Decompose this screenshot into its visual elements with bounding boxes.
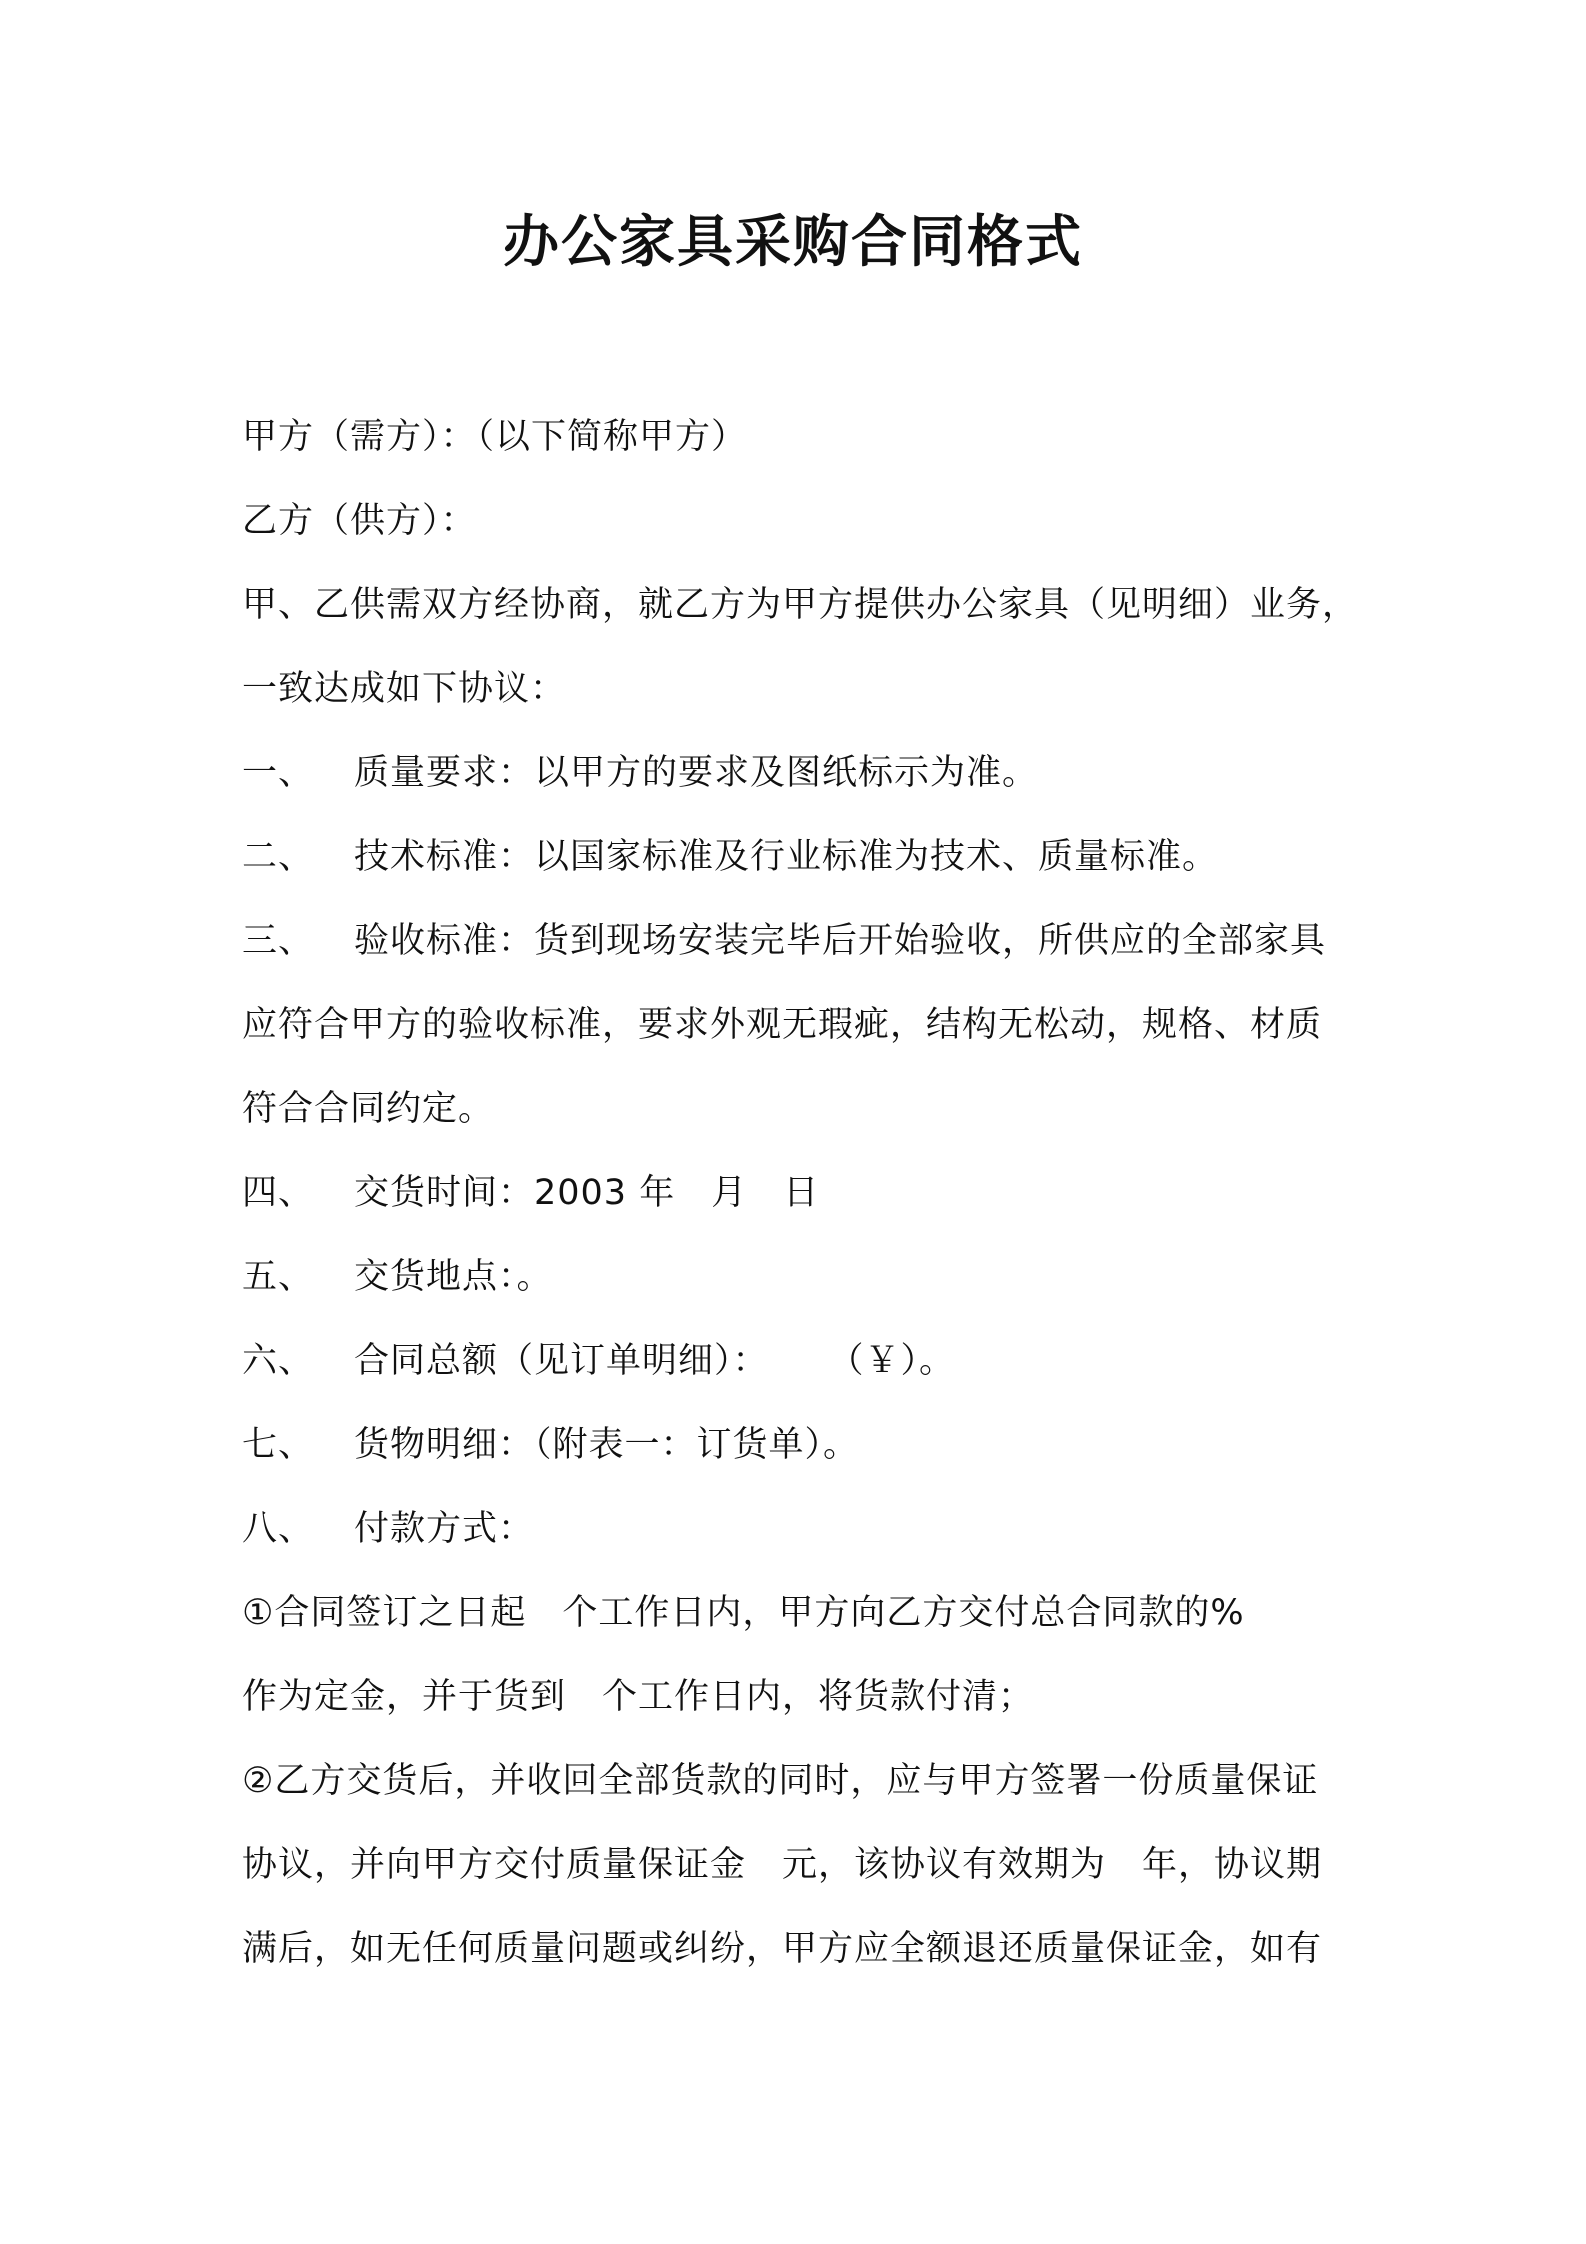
- clause-7: [242, 1421, 1362, 1469]
- payment-text: 个工作日内，将货款付清；: [602, 1677, 1035, 1717]
- delivery-day: 日: [783, 1173, 820, 1213]
- clause-text: 质量要求：以甲方的要求及图纸标示为准。: [354, 753, 1039, 793]
- clause-text: 货物明细：（附表一：订货单）。: [354, 1425, 860, 1465]
- clause-number: 八、: [242, 1509, 315, 1549]
- payment-term-2-line-3: 满后，如无任何质量问题或纠纷，甲方应全额退还质量保证金，如有: [242, 1929, 1323, 1969]
- clause-3: [242, 917, 1362, 965]
- payment-text: 年，协议期: [1142, 1845, 1323, 1885]
- clause-number: 一、: [242, 753, 315, 793]
- clause-number: 四、: [242, 1173, 315, 1213]
- payment-text: 协议，并向甲方交付质量保证金: [242, 1845, 747, 1885]
- clause-4: [242, 1169, 1362, 1217]
- payment-term-1-line-1: [242, 1589, 1362, 1637]
- clause-2: [242, 833, 1362, 881]
- clause-text: 付款方式：: [354, 1509, 535, 1549]
- clause-text: 验收标准：货到现场安装完毕后开始验收，所供应的全部家具: [354, 921, 1327, 961]
- clause-6: [242, 1337, 1362, 1385]
- payment-term-1-line-2: [242, 1673, 1362, 1721]
- clause-number: 二、: [242, 837, 315, 877]
- clause-1: [242, 749, 1362, 797]
- payment-term-2-line-2: [242, 1841, 1362, 1889]
- contract-total-amount: （￥）。: [828, 1341, 956, 1381]
- payment-text: ①合同签订之日起: [242, 1593, 527, 1633]
- clause-number: 五、: [242, 1257, 315, 1297]
- clause-number: 六、: [242, 1341, 315, 1381]
- intro-line-2: 一致达成如下协议：: [242, 669, 567, 709]
- intro-line-1: 甲、乙供需双方经协商，就乙方为甲方提供办公家具（见明细）业务，: [242, 585, 1359, 625]
- clause-5: [242, 1253, 1362, 1301]
- payment-text: 作为定金，并于货到: [242, 1677, 567, 1717]
- delivery-time-label: 交货时间：2003 年: [354, 1173, 676, 1213]
- clause-number: 七、: [242, 1425, 315, 1465]
- payment-text: 个工作日内，甲方向乙方交付总合同款的%: [562, 1593, 1245, 1633]
- contract-total-label: 合同总额（见订单明细）：: [354, 1341, 769, 1381]
- delivery-month: 月: [711, 1173, 748, 1213]
- clause-8: [242, 1505, 1362, 1553]
- payment-text: 元，该协议有效期为: [782, 1845, 1107, 1885]
- page-title: 办公家具采购合同格式: [503, 210, 1083, 275]
- party-a-line: 甲方（需方）：（以下简称甲方）: [242, 417, 748, 457]
- clause-3-continuation-2: 符合合同约定。: [242, 1089, 495, 1129]
- party-b-line: 乙方（供方）：: [242, 501, 477, 541]
- clause-3-continuation-1: 应符合甲方的验收标准，要求外观无瑕疵，结构无松动，规格、材质: [242, 1005, 1323, 1045]
- clause-text: 技术标准：以国家标准及行业标准为技术、质量标准。: [354, 837, 1219, 877]
- payment-term-2-line-1: ②乙方交货后，并收回全部货款的同时，应与甲方签署一份质量保证: [242, 1761, 1319, 1801]
- clause-number: 三、: [242, 921, 315, 961]
- clause-text: 交货地点：。: [354, 1257, 553, 1297]
